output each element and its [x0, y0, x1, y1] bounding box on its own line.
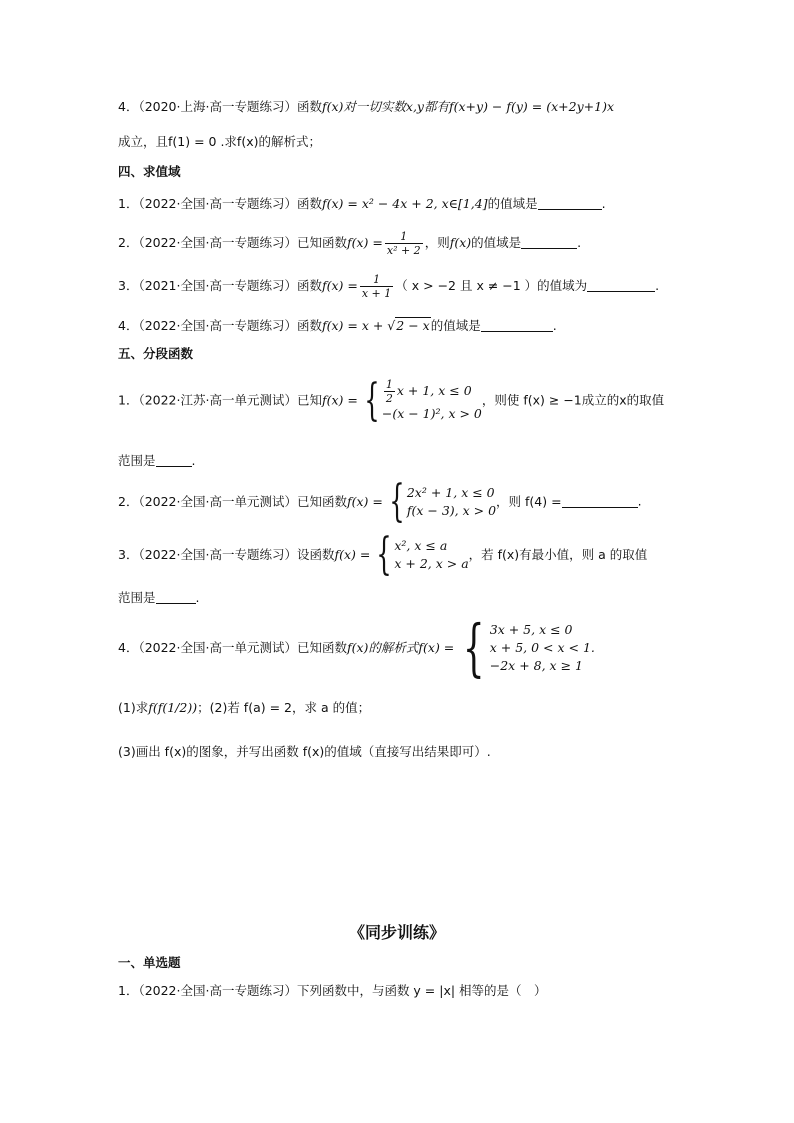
answer-blank[interactable]	[538, 197, 602, 210]
question-4-functional-equation: 4．（2020·上海·高一专题练习）函数f(x)对一切实数x,y都有f(x+y) − f(y) = (x+2y+1)x	[118, 99, 614, 114]
fraction: $\frac{1}{\text{x² + 2}}$	[386, 230, 421, 257]
answer-blank[interactable]	[156, 454, 192, 467]
piecewise-question-4-subpart-3: (3)画出 f(x)的图象，并写出函数 f(x)的值域（直接写出结果即可）.	[118, 744, 491, 759]
left-brace: {	[463, 611, 485, 684]
piecewise-cases: 2x² + 1, x ≤ 0 f(x − 3), x > 0	[406, 485, 497, 518]
piecewise-question-4: 4．（2022·全国·高一单元测试）已知函数f(x)的解析式f(x) = { 3x + 5, x ≤ 0 x + 5, 0 < x < 1. −2x + 8, x ≥ 1	[118, 611, 595, 684]
range-question-1: 1．（2022·全国·高一专题练习）函数f(x) = x² − 4x + 2, x∈[1,4]的值域是 .	[118, 196, 606, 211]
answer-blank[interactable]	[562, 495, 638, 508]
range-question-3: 3．（2021·全国·高一专题练习）函数f(x) = $\frac{1}{x + 1}$ （ x > −2 且 x ≠ −1 ）的值域为 .	[118, 273, 660, 300]
left-brace: {	[376, 529, 393, 580]
piecewise-question-3-line-2: 范围是 .	[118, 590, 200, 605]
piecewise-question-3: 3．（2022·全国·高一专题练习）设函数f(x) = { x², x ≤ a x + 2, x > a ，若 f(x)有最小值，则 a 的取值	[118, 529, 648, 580]
piecewise-question-4-subparts-1-2: (1)求f(f(1/2))；(2)若 f(a) = 2，求 a 的值；	[118, 700, 371, 715]
answer-blank[interactable]	[481, 319, 553, 332]
answer-blank[interactable]	[521, 236, 577, 249]
answer-blank[interactable]	[156, 591, 196, 604]
section-heading-range: 四、求值域	[118, 164, 181, 179]
answer-blank[interactable]	[587, 279, 655, 292]
section-heading-single-choice: 一、单选题	[118, 955, 181, 970]
range-question-2: 2．（2022·全国·高一专题练习）已知函数f(x) = $\frac{1}{\text{x² + 2}}$ ，则f(x)的值域是 .	[118, 230, 582, 257]
left-brace: {	[364, 374, 380, 426]
piecewise-question-1-line-2: 范围是 .	[118, 453, 196, 468]
piecewise-cases: 3x + 5, x ≤ 0 x + 5, 0 < x < 1. −2x + 8, x ≥ 1	[489, 622, 595, 673]
range-question-4: 4．（2022·全国·高一专题练习）函数f(x) = x + √2 − x的值域是 .	[118, 318, 557, 333]
left-brace: {	[389, 476, 405, 527]
piecewise-cases: x², x ≤ a x + 2, x > a	[394, 538, 469, 571]
single-choice-question-1: 1．（2022·全国·高一专题练习）下列函数中，与函数 y = |x| 相等的是（ ）	[118, 983, 547, 998]
piecewise-question-1: 1．（2022·江苏·高一单元测试）已知f(x) = { $\frac{1}{2}$ x + 1, x ≤ 0 −(x − 1)², x > 0 ，则使 f(x) ≥ −1成立的x的取值	[118, 374, 665, 426]
sync-training-title: 《同步训练》	[348, 923, 445, 942]
piecewise-question-2: 2．（2022·全国·高一单元测试）已知函数f(x) = { 2x² + 1, x ≤ 0 f(x − 3), x > 0 ，则 f(4) = .	[118, 476, 642, 527]
question-4-line-2: 成立，且f(1) = 0 .求f(x)的解析式；	[118, 134, 321, 149]
fraction: $\frac{1}{x + 1}$	[361, 273, 392, 300]
piecewise-cases: $\frac{1}{2}$ x + 1, x ≤ 0 −(x − 1)², x > 0	[381, 378, 482, 421]
section-heading-piecewise: 五、分段函数	[118, 346, 194, 361]
